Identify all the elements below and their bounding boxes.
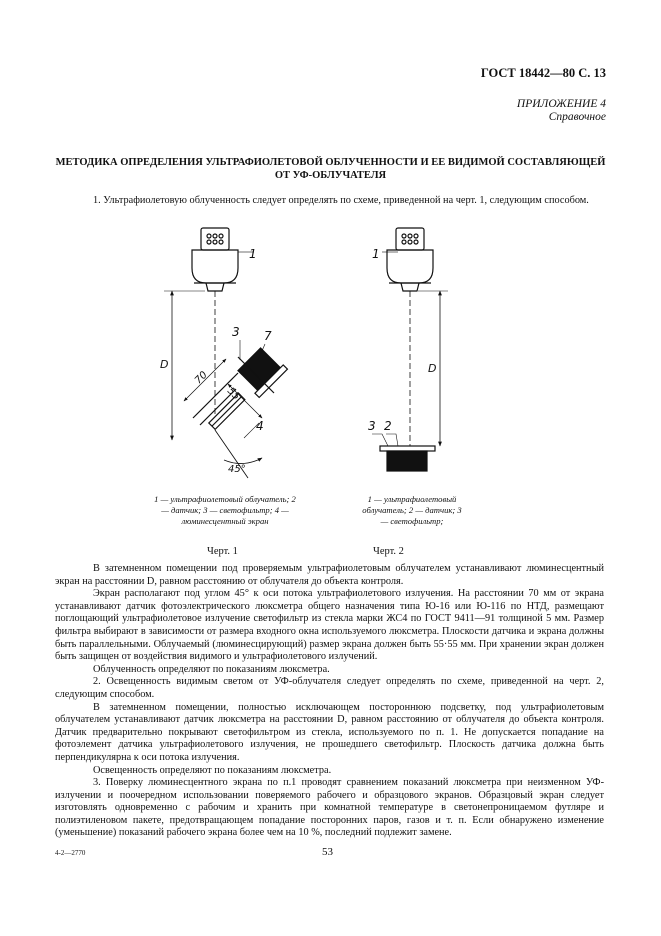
fig2-label-2: 2	[384, 419, 392, 433]
fig1-dim-70: 70	[192, 369, 210, 387]
intro-paragraph: 1. Ультрафиолетовую облученность следует определять по схеме, приведенной на черт. 1, следующим способом.	[93, 195, 589, 206]
fig2-dim-d: D	[428, 362, 437, 375]
fig1-label-1: 1	[249, 247, 257, 261]
print-code: 4-2—2770	[55, 849, 86, 857]
fig1-dim-55: 55	[224, 385, 242, 403]
paragraph: Облученность определяют по показаниям люксметра.	[93, 663, 330, 675]
uv-lamp-2	[387, 228, 433, 291]
appendix-label: ПРИЛОЖЕНИЕ 4	[516, 98, 606, 110]
fig1-label-3: 3	[232, 325, 240, 339]
paragraph: 3. Поверку люминесцентного экрана по п.1 проводят сравнением показаний люксметра при неизменном УФ-излучении и поочередном использовании поверяемого рабочего и образцового экранов. Образцовый экран следует изготовлять одновременно с рабочим и хранить при комнатной температуре в светонепроницаемом футляре и полиэтиленовом пакете, предотвращающем попадание посторонних паров, газов и т. п. Если обнаружено изменение (уменьшение) показаний рабочего экрана более чем на 10 %, последний подлежит замене.	[55, 777, 604, 839]
figure1-caption: 1 — ультрафиолетовый облучатель; 2 — датчик; 3 — светофильтр; 4 — люминесцентный экран	[154, 494, 296, 526]
figure1-drawing	[164, 228, 287, 478]
standard-header: ГОСТ 18442—80 С. 13	[480, 66, 606, 80]
paragraph: В затемненном помещении под проверяемым ультрафиолетовым облучателем устанавливают люминесцентный экран на расстоянии D, равном расстоянию от облучателя до объекта контроля.	[55, 563, 604, 587]
fig1-label-4: 4	[256, 419, 264, 433]
figure1-label: Черт. 1	[207, 546, 238, 557]
body-text	[55, 563, 604, 840]
figure2-drawing	[372, 228, 448, 471]
paragraph: В затемненном помещении, полностью исключающем постороннюю подсветку, под ультрафиолетовым облучателем устанавливают датчик люксметра на расстоянии D, равном расстоянию от облучателя до объекта контроля. Датчик предварительно покрывают светофильтром из стекла, используемого по п. 1. Не допускается попадание на фотоэлемент датчика ультрафиолетового излучения, не прошедшего светофильтр. Плоскость датчика должна быть перпендикулярна к оси потока излучения.	[55, 701, 604, 763]
fig1-angle: 45°	[228, 464, 246, 475]
paragraph: Экран располагают под углом 45° к оси потока ультрафиолетового излучения. На расстоянии 70 мм от экрана устанавливают датчик фотоэлектрического люксметра общего назначения типа Ю-16 или Ю-116 по НТД, размещают поглощающий ультрафиолетовое излучение светофильтр из стекла марки ЖС4 по ГОСТ 9411—91 толщиной 5 мм. Размер фильтра выбирают в зависимости от размера входного окна используемого люксметра. Плоскости датчика и экрана должны быть параллельными. Облучаемый (люминесцирующий) размер экрана должен быть 55·55 мм. При хранении экран должен быть защищен от воздействия видимого и ультрафиолетового излучений.	[55, 588, 604, 663]
fig1-label-7: 7	[264, 329, 272, 343]
page-number: 53	[322, 846, 333, 858]
figure2-caption: 1 — ультрафиолетовый облучатель; 2 — датчик; 3 — светофильтр;	[362, 494, 462, 526]
fig1-dim-d: D	[160, 358, 169, 371]
fig2-label-3: 3	[368, 419, 376, 433]
page-title: МЕТОДИКА ОПРЕДЕЛЕНИЯ УЛЬТРАФИОЛЕТОВОЙ ОБЛУЧЕННОСТИ И ЕЕ ВИДИМОЙ СОСТАВЛЯЮЩЕЙ ОТ УФ-ОБЛУЧАТЕЛЯ	[55, 157, 606, 181]
paragraph: Освещенность определяют по показаниям люксметра.	[93, 764, 332, 776]
appendix-type: Справочное	[548, 111, 606, 123]
fig2-label-1: 1	[372, 247, 380, 261]
uv-lamp-1	[192, 228, 238, 291]
paragraph: 2. Освещенность видимым светом от УФ-облучателя следует определять по схеме, приведенной на черт. 2, следующим способом.	[55, 676, 604, 700]
figure2-label: Черт. 2	[373, 546, 404, 557]
